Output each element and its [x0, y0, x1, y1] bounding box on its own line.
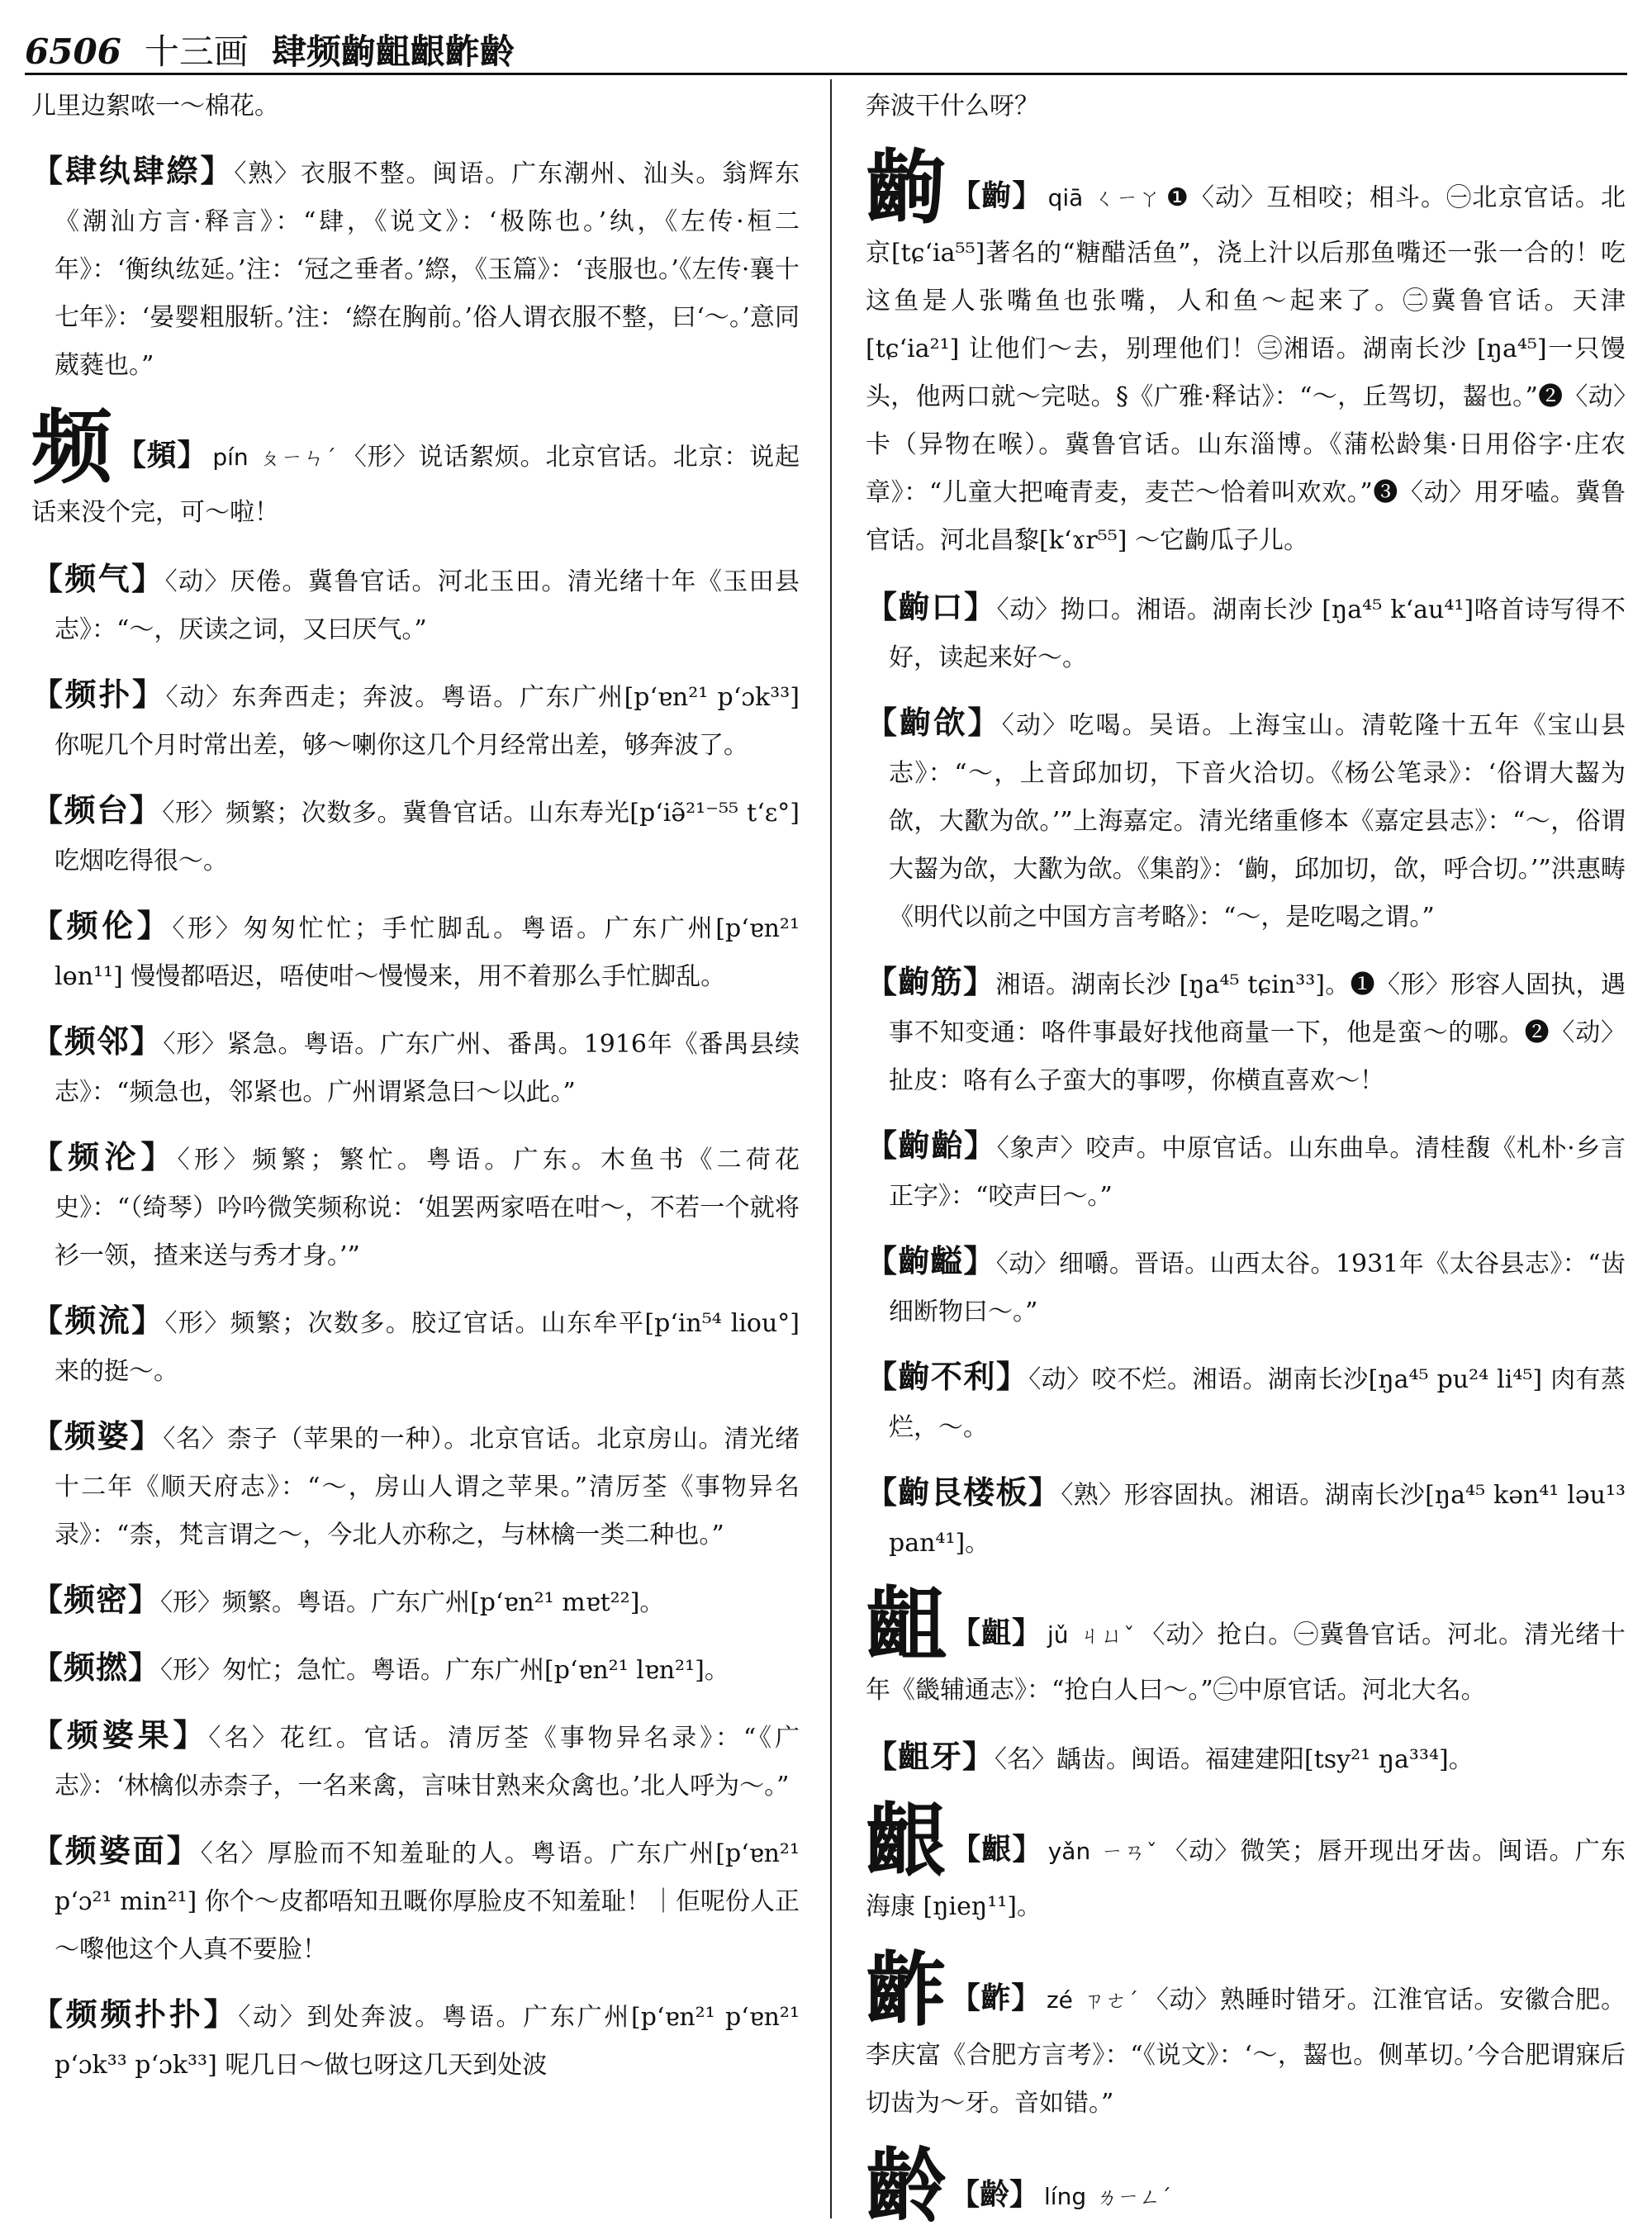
sub-entry-headword: 【频频扑扑】 — [31, 1995, 239, 2033]
main-entry — [866, 2139, 1626, 2227]
sub-entry — [31, 147, 800, 390]
main-entry-character: 齟 — [866, 1578, 947, 1672]
sub-entry-definition: 〈动〉拗口。湘语。湖南长沙 [ŋa⁴⁵ k‘au⁴¹]咯首诗写得不好，读起来好～。 — [889, 595, 1626, 672]
main-entry-pinyin: pín — [212, 444, 249, 471]
sub-entry-headword: 【齣齝】 — [866, 1127, 997, 1164]
sub-entry — [31, 671, 800, 770]
sub-entry-definition: 〈形〉频繁。粤语。广东广州[p‘ɐn²¹ mɐt²²]。 — [160, 1588, 665, 1617]
sub-entry-definition: 〈形〉匆忙；急忙。粤语。广东广州[p‘ɐn²¹ lɐn²¹]。 — [160, 1656, 729, 1685]
sub-entry — [866, 1353, 1626, 1452]
sub-entry-definition: 〈动〉细嚼。晋语。山西太谷。1931年《太谷县志》：“齿细断物曰～。” — [889, 1250, 1626, 1326]
main-entry — [866, 140, 1626, 565]
sub-entry — [31, 1412, 800, 1559]
sub-entry-definition: 〈名〉厚脸而不知羞耻的人。粤语。广东广州[p‘ɐn²¹ p‘ɔ²¹ min²¹] 你个～皮都唔知丑嘅你厚脸皮不知羞耻！｜佢呢份人正～嚟他这个人真不要脸！ — [55, 1839, 800, 1964]
main-entry-bopomofo: ㄧㄢˇ — [1100, 1840, 1158, 1865]
main-entry-character: 齣 — [866, 140, 947, 235]
main-entry-traditional: 【齚】 — [950, 1981, 1042, 2015]
main-entry-definition: 〈动〉熟睡时错牙。江淮官话。安徽合肥。李庆富《合肥方言考》：“《说文》：‘～，齧也。侧革切。’今合肥谓寐后切齿为～牙。音如错。” — [866, 1986, 1626, 2118]
continued-text: 儿里边絮哝一～棉花。 — [31, 92, 279, 121]
sub-entry — [31, 902, 800, 1001]
main-entry-bopomofo: ㄑㄧㄚ — [1093, 187, 1161, 211]
continued-text: 奔波干什么呀？ — [866, 92, 1039, 121]
sub-entry-headword: 【齟牙】 — [866, 1738, 995, 1775]
main-entry-definition: 〈动〉微笑；唇开现出牙齿。闽语。广东海康 [ŋieŋ¹¹]。 — [866, 1837, 1626, 1921]
sub-entry-headword: 【频沦】 — [31, 1138, 178, 1175]
main-entry — [866, 1794, 1626, 1931]
column-divider — [830, 79, 832, 2218]
main-entry-traditional: 【頻】 — [116, 438, 208, 472]
main-entry-definition: 〈形〉说话絮烦。北京官话。北京：说起话来没个完，可～啦！ — [31, 443, 800, 527]
sub-entry-definition: 〈熟〉衣服不整。闽语。广东潮州、汕头。翁辉东《潮汕方言·释言》：“肆，《说文》：‘极陈也。’纨，《左传·桓二年》：‘衡纨纮延。’注：‘冠之垂者。’縩，《玉篇》：‘丧服也。’《左传·襄十七年》：‘晏婴粗服斩。’注：‘縩在胸前。’俗人谓衣服不整，曰‘～。’意同葳蕤也。” — [55, 159, 800, 380]
sub-entry-definition: 〈形〉频繁；次数多。胶辽官话。山东牟平[p‘in⁵⁴ liou°] 来的挺～。 — [55, 1309, 800, 1386]
left-column — [31, 83, 800, 2227]
main-entry-bopomofo: ㄐㄩˇ — [1078, 1624, 1136, 1649]
sub-entry-headword: 【频台】 — [31, 791, 163, 828]
sub-entry-headword: 【齣不利】 — [866, 1358, 1029, 1395]
right-column — [866, 83, 1626, 2227]
page-header — [25, 18, 1627, 72]
main-entry-traditional: 【齟】 — [950, 1616, 1042, 1650]
sub-entry — [31, 1297, 800, 1396]
main-entry-pinyin: líng — [1044, 2183, 1087, 2210]
sub-entry-headword: 【频婆面】 — [31, 1832, 201, 1869]
sub-entry — [866, 1468, 1626, 1568]
sub-entry — [866, 958, 1626, 1105]
main-entry-character: 齦 — [866, 1794, 947, 1889]
sub-entry-definition: 〈形〉紧急。粤语。广东广州、番禺。1916年《番禺县续志》：“频急也，邻紧也。广州谓紧急曰～以此。” — [55, 1030, 800, 1107]
sub-entry-headword: 【频婆果】 — [31, 1716, 209, 1753]
main-entry-bopomofo: ㄆㄧㄣˊ — [258, 446, 337, 471]
sub-entry-headword: 【齣欱】 — [866, 704, 1002, 741]
sub-entry-definition: 〈形〉匆匆忙忙；手忙脚乱。粤语。广东广州[p‘ɐn²¹ lɵn¹¹] 慢慢都唔迟，唔使咁～慢慢来，用不着那么手忙脚乱。 — [55, 914, 800, 991]
sub-entry-definition: 〈动〉东奔西走；奔波。粤语。广东广州[p‘ɐn²¹ p‘ɔk³³] 你呢几个月时常出差，够～喇你这几个月经常出差，够奔波了。 — [55, 683, 800, 760]
sub-entry — [31, 786, 800, 885]
sub-entry — [31, 555, 800, 654]
sub-entry-headword: 【频流】 — [31, 1302, 165, 1339]
main-entry — [31, 400, 800, 537]
page-number: 6506 — [25, 31, 121, 72]
sub-entry — [866, 583, 1626, 682]
main-entry-pinyin: jǔ — [1047, 1621, 1069, 1649]
sub-entry-headword: 【频密】 — [31, 1581, 161, 1618]
sub-entry-definition: 〈动〉到处奔波。粤语。广东广州[p‘ɐn²¹ p‘ɐn²¹ p‘ɔk³³ p‘ɔk³³] 呢几日～做乜呀这几天到处波 — [55, 2003, 800, 2080]
main-entry — [866, 1578, 1626, 1715]
sub-entry-definition: 〈象声〉咬声。中原官话。山东曲阜。清桂馥《札朴·乡言正字》：“咬声曰～。” — [889, 1134, 1626, 1211]
main-entry-traditional: 【齣】 — [950, 178, 1043, 213]
main-entry-definition: 〈动〉抢白。㊀冀鲁官话。河北。清光绪十年《畿辅通志》：“抢白人曰～。”㊁中原官话。河北大名。 — [866, 1620, 1626, 1705]
sub-entry-headword: 【肆纨肆縩】 — [31, 152, 235, 189]
sub-entry-headword: 【频扑】 — [31, 676, 166, 713]
main-entry-traditional: 【齡】 — [950, 2177, 1040, 2212]
main-entry-pinyin: yǎn — [1047, 1838, 1091, 1865]
sub-entry — [31, 1827, 800, 1974]
sub-entry — [31, 1644, 800, 1695]
section-label: 十三画 — [144, 31, 249, 72]
sub-entry-definition: 〈形〉频繁；繁忙。粤语。广东。木鱼书《二荷花史》：“（绮琴）吟吟微笑频称说：‘姐罢两家唔在咁～，不若一个就将衫一领，揸来送与秀才身。’” — [55, 1146, 800, 1270]
main-entry-pinyin: zé — [1046, 1986, 1073, 2014]
sub-entry — [31, 1990, 800, 2090]
sub-entry-definition: 〈形〉频繁；次数多。冀鲁官话。山东寿光[p‘iə̃²¹⁻⁵⁵ t‘ɛ°] 吃烟吃得很～。 — [55, 799, 800, 875]
main-entry — [866, 1943, 1626, 2128]
sub-entry-headword: 【频伦】 — [31, 907, 173, 944]
main-entry-character: 频 — [31, 400, 113, 495]
main-entry-pinyin: qiā — [1047, 184, 1084, 211]
sub-entry-definition: 〈名〉柰子（苹果的一种）。北京官话。北京房山。清光绪十二年《顺天府志》：“～，房山人谓之苹果。”清厉荃《事物异名录》：“柰，梵言谓之～，今北人亦称之，与林檎一类二种也。” — [55, 1425, 800, 1549]
sub-entry-headword: 【频撚】 — [31, 1649, 161, 1686]
header-rule — [25, 73, 1627, 75]
sub-entry — [866, 699, 1626, 942]
sub-entry — [866, 1122, 1626, 1221]
sub-entry-headword: 【齣口】 — [866, 588, 997, 625]
sub-entry-headword: 【频气】 — [31, 560, 165, 597]
sub-entry-definition: 〈动〉咬不烂。湘语。湖南长沙[ŋa⁴⁵ pu²⁴ li⁴⁵] 肉有蒸烂，～。 — [889, 1365, 1626, 1442]
sub-entry-headword: 【齣筋】 — [866, 963, 996, 1000]
main-entry-character: 齚 — [866, 1943, 947, 2038]
sub-entry-definition: 〈动〉吃喝。吴语。上海宝山。清乾隆十五年《宝山县志》：“～，上音邱加切，下音火洽切。《杨公笔录》：‘俗谓大齧为欱，大歠为欱。’”上海嘉定。清光绪重修本《嘉定县志》：“～，俗谓大齧为欱，大歠为欱。《集韵》：‘齣，邱加切，欱，呼合切。’”洪惠畴《明代以前之中国方言考略》：“～，是吃喝之谓。” — [889, 711, 1626, 932]
sub-entry — [31, 1018, 800, 1117]
sub-entry-headword: 【齣艮楼板】 — [866, 1473, 1061, 1511]
sub-entry-definition: 湘语。湖南长沙 [ŋa⁴⁵ tɕin³³]。❶〈形〉形容人固执，遇事不知变通：咯件事最好找他商量一下，他是蛮～的哪。❷〈动〉扯皮：咯有么子蛮大的事啰，你横直喜欢～！ — [889, 970, 1626, 1095]
sub-entry-headword: 【频婆】 — [31, 1417, 164, 1454]
sub-entry-definition: 〈熟〉形容固执。湘语。湖南长沙[ŋa⁴⁵ kən⁴¹ ləu¹³ pan⁴¹]。 — [889, 1481, 1626, 1558]
sub-entry — [31, 1576, 800, 1627]
main-entry-bopomofo: ㄗㄜˊ — [1082, 1989, 1139, 2014]
sub-entry-headword: 【频邻】 — [31, 1022, 164, 1060]
sub-entry-definition: 〈动〉厌倦。冀鲁官话。河北玉田。清光绪十年《玉田县志》：“～，厌读之词，又曰厌气。” — [55, 567, 800, 644]
sub-entry-definition: 〈名〉花红。官话。清厉荃《事物异名录》：“《广志》：‘林檎似赤柰子，一名来禽，言味甘熟来众禽也。’北人呼为～。” — [55, 1724, 800, 1801]
sub-entry — [31, 1711, 800, 1810]
main-entry-bopomofo: ㄌㄧㄥˊ — [1096, 2185, 1172, 2210]
main-entry-character: 齡 — [866, 2139, 947, 2227]
header-characters: 肆频齣齟齦齚齡 — [271, 31, 515, 72]
main-entry-traditional: 【齦】 — [950, 1832, 1043, 1867]
sub-entry — [31, 1133, 800, 1280]
sub-entry — [866, 1733, 1626, 1784]
sub-entry-definition: 〈名〉龋齿。闽语。福建建阳[tsy²¹ ŋa³³⁴]。 — [995, 1745, 1474, 1774]
sub-entry-headword: 【齣齸】 — [866, 1242, 996, 1279]
sub-entry — [866, 1237, 1626, 1336]
main-entry-definition: ❶〈动〉互相咬；相斗。㊀北京官话。北京[tɕ‘ia⁵⁵]著名的“糖醋活鱼”，浇上汁以后那鱼嘴还一张一合的！吃这鱼是人张嘴鱼也张嘴，人和鱼～起来了。㊁冀鲁官话。天津 [tɕ‘ia²¹] 让他们～去，别理他们！㊂湘语。湖南长沙 [ŋa⁴⁵]一只馒头，他两口就～完哒。§《广雅·释诂》：“～，丘驾切，齧也。”❷〈动〉卡（异物在喉）。冀鲁官话。山东淄博。《蒲松龄集·日用俗字·庄农章》：“儿童大把唵青麦，麦芒～恰着叫欢欢。”❸〈动〉用牙嗑。冀鲁官话。河北昌黎[k‘ɤr⁵⁵] ～它齣瓜子儿。 — [866, 183, 1626, 555]
